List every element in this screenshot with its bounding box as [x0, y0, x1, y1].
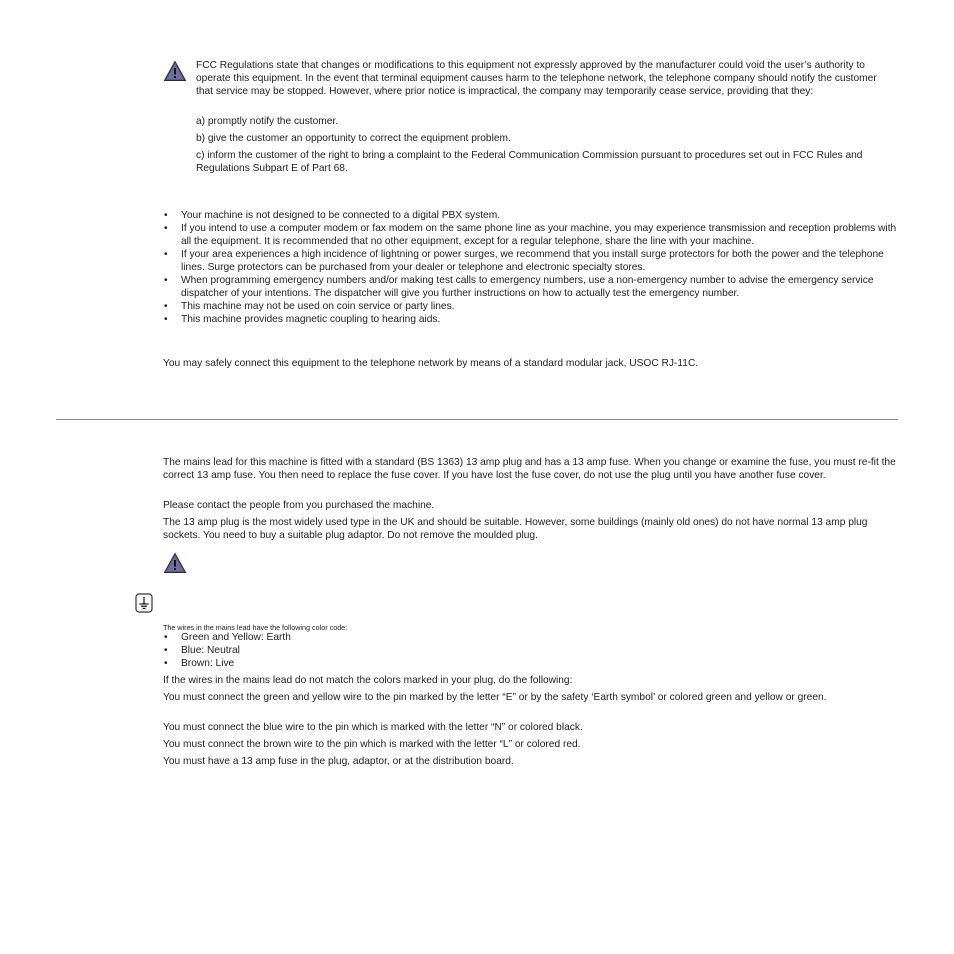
fcc-item-c: c) inform the customer of the right to bring a complaint to the Federal Communication Commission pursuant to procedures set out in FCC Rules and Regulations Subpart E of Part 68. — [196, 150, 863, 174]
contact-seller-paragraph: Please contact the people from you purchased the machine. — [163, 500, 435, 511]
bullet-marker: • — [164, 645, 168, 656]
rj11c-connection-note: You may safely connect this equipment to the telephone network by means of a standard modular jack, USOC RJ-11C. — [163, 358, 699, 369]
mains-lead-paragraph: The mains lead for this machine is fitted with a standard (BS 1363) 13 amp plug and has a 13 amp fuse. When you change or examine the fuse, you must re-fit the correct 13 amp fuse. You then need to replace the fuse cover. If you have lost the fuse cover, do not use the plug until you have another fuse cover. — [163, 457, 896, 481]
bullet-marker: • — [164, 632, 168, 643]
color-code-list — [163, 631, 563, 670]
wire-mismatch-paragraph: If the wires in the mains lead do not match the colors marked in your plug, do the following: — [163, 675, 573, 686]
bullet-marker: • — [164, 314, 168, 325]
bullet-marker: • — [164, 301, 168, 312]
fcc-regulations-paragraph: FCC Regulations state that changes or modifications to this equipment not expressly approved by the manufacturer could void the user’s authority to operate this equipment. In the event that terminal equipment causes harm to the telephone network, the telephone company should notify the customer that service may be stopped. However, where prior notice is impractical, the company may temporarily cease service, providing that they: — [196, 60, 877, 97]
list-item: • Green and Yellow: Earth — [164, 632, 291, 643]
list-item: • Blue: Neutral — [164, 645, 240, 656]
list-item: • Your machine is not designed to be connected to a digital PBX system. — [164, 210, 501, 221]
bullet-marker: • — [164, 210, 168, 221]
list-item: • If you intend to use a computer modem or fax modem on the same phone line as your machine, you may experience transmission and reception problems with all the equipment. It is recommended that no other equipment, except for a regular telephone, share the line with your machine. — [164, 223, 897, 247]
live-wire-instruction: You must connect the brown wire to the pin which is marked with the letter “L” or colored red. — [163, 739, 581, 750]
fcc-item-b: b) give the customer an opportunity to correct the equipment problem. — [196, 133, 511, 144]
warning-triangle-icon — [163, 552, 187, 574]
section-divider — [56, 419, 898, 420]
bullet-marker: • — [164, 223, 168, 234]
list-item: • When programming emergency numbers and/or making test calls to emergency numbers, use a non-emergency number to advise the emergency service dispatcher of your intentions. The dispatcher will give you further instructions on how to actually test the emergency number. — [164, 275, 874, 299]
warning-triangle-icon — [163, 60, 187, 82]
list-item: • Brown: Live — [164, 658, 235, 669]
notes-bullet-list — [163, 209, 897, 326]
list-item: • This machine provides magnetic coupling to hearing aids. — [164, 314, 441, 325]
fcc-item-a: a) promptly notify the customer. — [196, 116, 339, 127]
list-item: • This machine may not be used on coin service or party lines. — [164, 301, 455, 312]
fuse-instruction: You must have a 13 amp fuse in the plug, adaptor, or at the distribution board. — [163, 756, 514, 767]
earth-wire-instruction: You must connect the green and yellow wire to the pin marked by the letter “E” or by the safety ‘Earth symbol’ or colored green and yellow or green. — [163, 692, 827, 703]
plug-socket-paragraph: The 13 amp plug is the most widely used type in the UK and should be suitable. However, some buildings (mainly old ones) do not have normal 13 amp plug sockets. You need to buy a suitable plug adaptor. Do not remove the moulded plug. — [163, 517, 868, 541]
color-code-intro: The wires in the mains lead have the following color code: — [163, 623, 348, 632]
bullet-marker: • — [164, 249, 168, 260]
bullet-marker: • — [164, 658, 168, 669]
list-item: • If your area experiences a high incidence of lightning or power surges, we recommend that you install surge protectors for both the power and the telephone lines. Surge protectors can be purchased from your dealer or telephone and electronic specialty stores. — [164, 249, 884, 273]
bullet-marker: • — [164, 275, 168, 286]
neutral-wire-instruction: You must connect the blue wire to the pin which is marked with the letter “N” or colored black. — [163, 722, 583, 733]
earth-ground-icon — [135, 593, 153, 613]
